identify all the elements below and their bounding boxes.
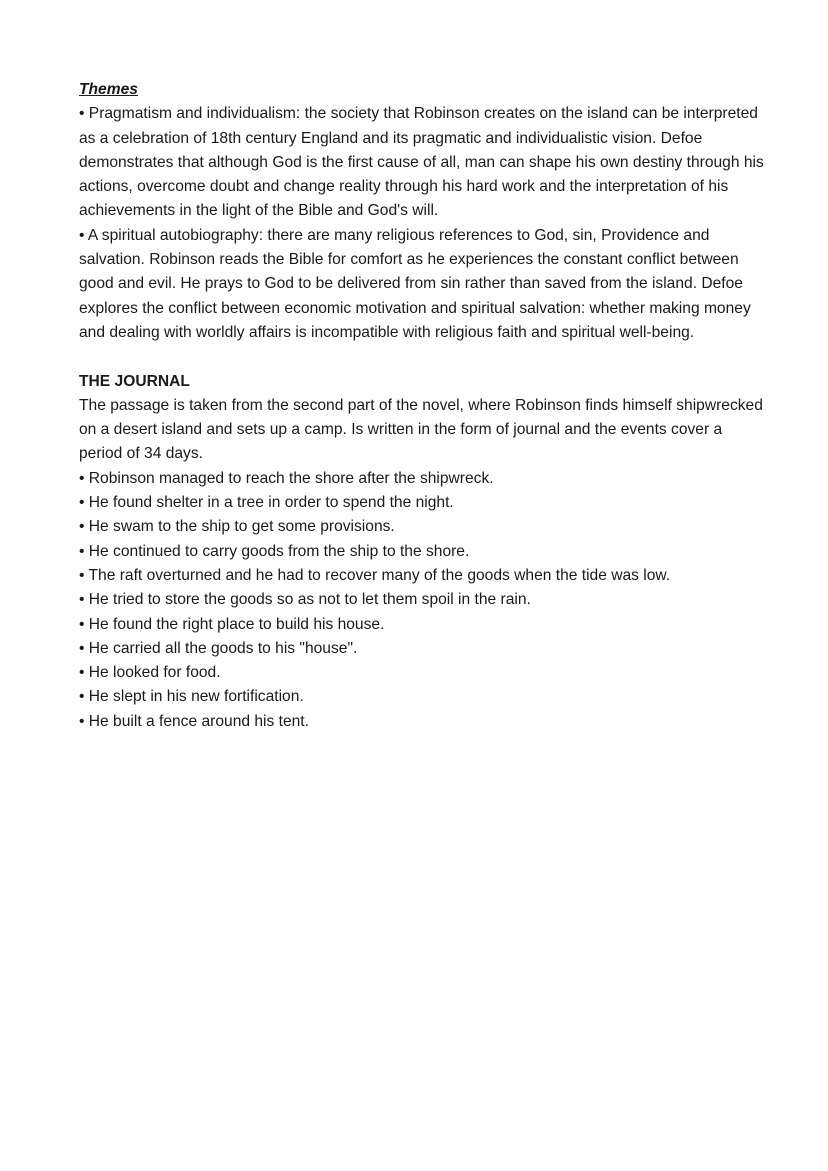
list-item: • He built a fence around his tent. — [79, 712, 309, 730]
list-item: • He found the right place to build his house. — [79, 615, 385, 633]
list-item: • He tried to store the goods so as not to let them spoil in the rain. — [79, 591, 531, 609]
list-item: • Robinson managed to reach the shore after the shipwreck. — [79, 469, 494, 487]
theme-pragmatism-paragraph: • Pragmatism and individualism: the society that Robinson creates on the island can be interpreted as a celebration of 18th century England and its pragmatic and individualistic vision. Defoe demonstrates that although God is the first cause of all, man can shape his own destiny through his actions, overcome doubt and change reality through his hard work and the interpretation of his achievements in the light of the Bible and God's will. — [79, 105, 764, 220]
list-item: • He continued to carry goods from the ship to the shore. — [79, 542, 470, 560]
list-item: • The raft overturned and he had to recover many of the goods when the tide was low. — [79, 566, 671, 584]
section-spacer — [79, 345, 769, 369]
journal-events-list — [79, 467, 769, 734]
journal-section — [79, 370, 769, 734]
themes-section — [79, 78, 769, 345]
list-item: • He slept in his new fortification. — [79, 688, 304, 706]
list-item: • He swam to the ship to get some provisions. — [79, 518, 395, 536]
list-item: • He carried all the goods to his "house". — [79, 639, 358, 657]
document-page — [79, 78, 769, 734]
journal-intro-paragraph: The passage is taken from the second part of the novel, where Robinson finds himself shipwrecked on a desert island and sets up a camp. Is written in the form of journal and the events cover a period of 34 days. — [79, 396, 763, 463]
theme-spiritual-autobiography-paragraph: • A spiritual autobiography: there are many religious references to God, sin, Providence and salvation. Robinson reads the Bible for comfort as he experiences the constant conflict between good and evil. He prays to God to be delivered from sin rather than saved from the island. Defoe explores the conflict between economic motivation and spiritual salvation: whether making money and dealing with worldly affairs is incompatible with religious faith and spiritual well-being. — [79, 226, 751, 341]
list-item: • He looked for food. — [79, 664, 221, 682]
journal-heading: THE JOURNAL — [79, 372, 190, 390]
themes-heading: Themes — [79, 81, 138, 98]
list-item: • He found shelter in a tree in order to spend the night. — [79, 494, 454, 512]
